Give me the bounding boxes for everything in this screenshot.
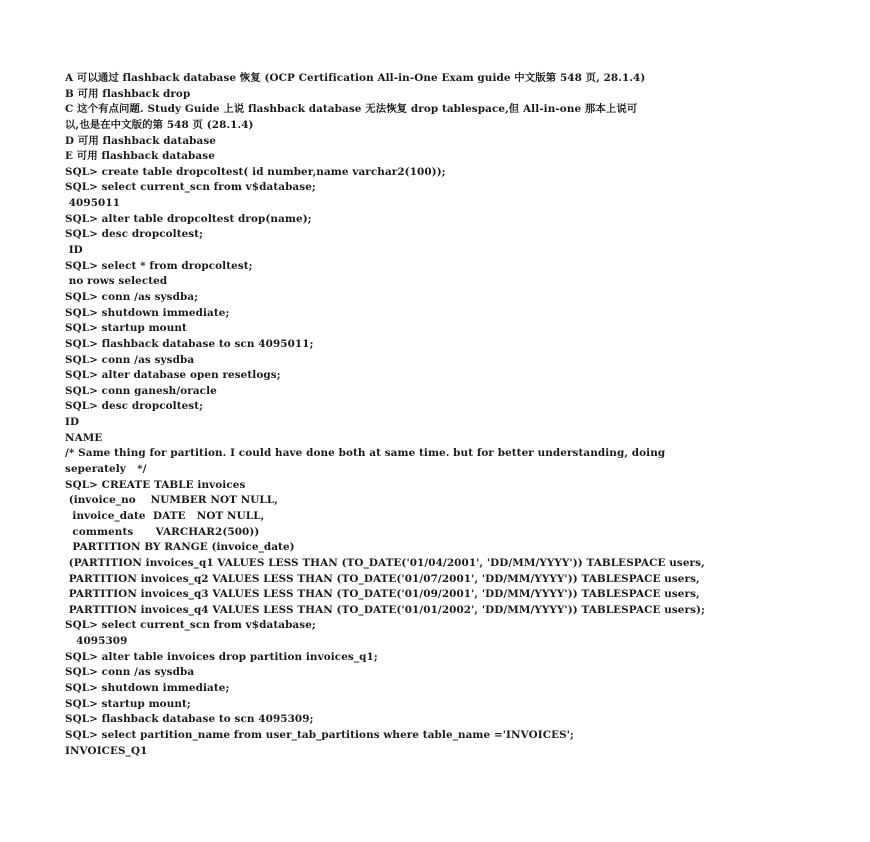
sql-output-line: 4095011 [65, 197, 121, 210]
sql-line: SQL> select current_scn from v$database; [65, 181, 316, 194]
sql-output-line: INVOICES_Q1 [65, 744, 148, 757]
sql-line: SQL> CREATE TABLE invoices [65, 478, 246, 491]
answer-e-line: E 可用 flashback database [65, 150, 215, 163]
sql-output-line: NAME [65, 431, 103, 444]
sql-output-line: 4095309 [65, 635, 128, 648]
sql-line: SQL> conn /as sysdba [65, 666, 195, 679]
sql-output-line: ID [65, 244, 83, 257]
sql-line: SQL> create table dropcoltest( id number,name varchar2(100)); [65, 165, 446, 178]
answer-c-line: C 这个有点问题. Study Guide 上说 flashback database 无法恢复 drop tablespace,但 All-in-one 那本上说可 [65, 103, 638, 116]
sql-line: SQL> conn /as sysdba [65, 353, 195, 366]
sql-line: SQL> conn /as sysdba; [65, 290, 199, 303]
sql-line: SQL> startup mount; [65, 697, 191, 710]
answer-c-continuation-line: 以,也是在中文版的第 548 页 (28.1.4) [65, 118, 254, 131]
sql-line: invoice_date DATE NOT NULL, [65, 509, 265, 522]
sql-line: SQL> select partition_name from user_tab_partitions where table_name ='INVOICES'; [65, 728, 574, 741]
sql-line: SQL> desc dropcoltest; [65, 228, 204, 241]
sql-line: SQL> desc dropcoltest; [65, 400, 204, 413]
sql-line: SQL> flashback database to scn 4095011; [65, 337, 314, 350]
sql-line: PARTITION invoices_q2 VALUES LESS THAN (TO_DATE('01/07/2001', 'DD/MM/YYYY')) TABLESPACE users, [65, 572, 700, 585]
answer-d-line: D 可用 flashback database [65, 134, 217, 147]
sql-output-line: no rows selected [65, 275, 168, 288]
sql-line: SQL> select current_scn from v$database; [65, 619, 316, 632]
sql-line: (invoice_no NUMBER NOT NULL, [65, 494, 278, 507]
sql-line: comments VARCHAR2(500)) [65, 525, 260, 538]
sql-line: SQL> alter table dropcoltest drop(name); [65, 212, 312, 225]
sql-line: SQL> select * from dropcoltest; [65, 259, 253, 272]
sql-line: SQL> shutdown immediate; [65, 306, 230, 319]
sql-line: SQL> alter database open resetlogs; [65, 369, 281, 382]
sql-line: SQL> alter table invoices drop partition invoices_q1; [65, 650, 378, 663]
comment-line: /* Same thing for partition. I could have done both at same time. but for better understanding, doing [65, 447, 666, 460]
sql-line: PARTITION BY RANGE (invoice_date) [65, 541, 295, 554]
sql-output-line: ID [65, 416, 80, 429]
sql-line: (PARTITION invoices_q1 VALUES LESS THAN (TO_DATE('01/04/2001', 'DD/MM/YYYY')) TABLESPACE users, [65, 556, 705, 569]
sql-line: SQL> conn ganesh/oracle [65, 384, 217, 397]
sql-line: SQL> startup mount [65, 322, 187, 335]
sql-line: PARTITION invoices_q3 VALUES LESS THAN (TO_DATE('01/09/2001', 'DD/MM/YYYY')) TABLESPACE users, [65, 588, 700, 601]
answer-a-line: A 可以通过 flashback database 恢复 (OCP Certification All-in-One Exam guide 中文版第 548 页, 28.1.4) [65, 72, 646, 84]
sql-line: SQL> shutdown immediate; [65, 681, 230, 694]
answer-b-line: B 可用 flashback drop [65, 87, 191, 100]
sql-line: SQL> flashback database to scn 4095309; [65, 713, 314, 726]
sql-line: PARTITION invoices_q4 VALUES LESS THAN (TO_DATE('01/01/2002', 'DD/MM/YYYY')) TABLESPACE users); [65, 603, 705, 616]
document-body [65, 71, 810, 759]
comment-line: seperately */ [65, 463, 147, 476]
